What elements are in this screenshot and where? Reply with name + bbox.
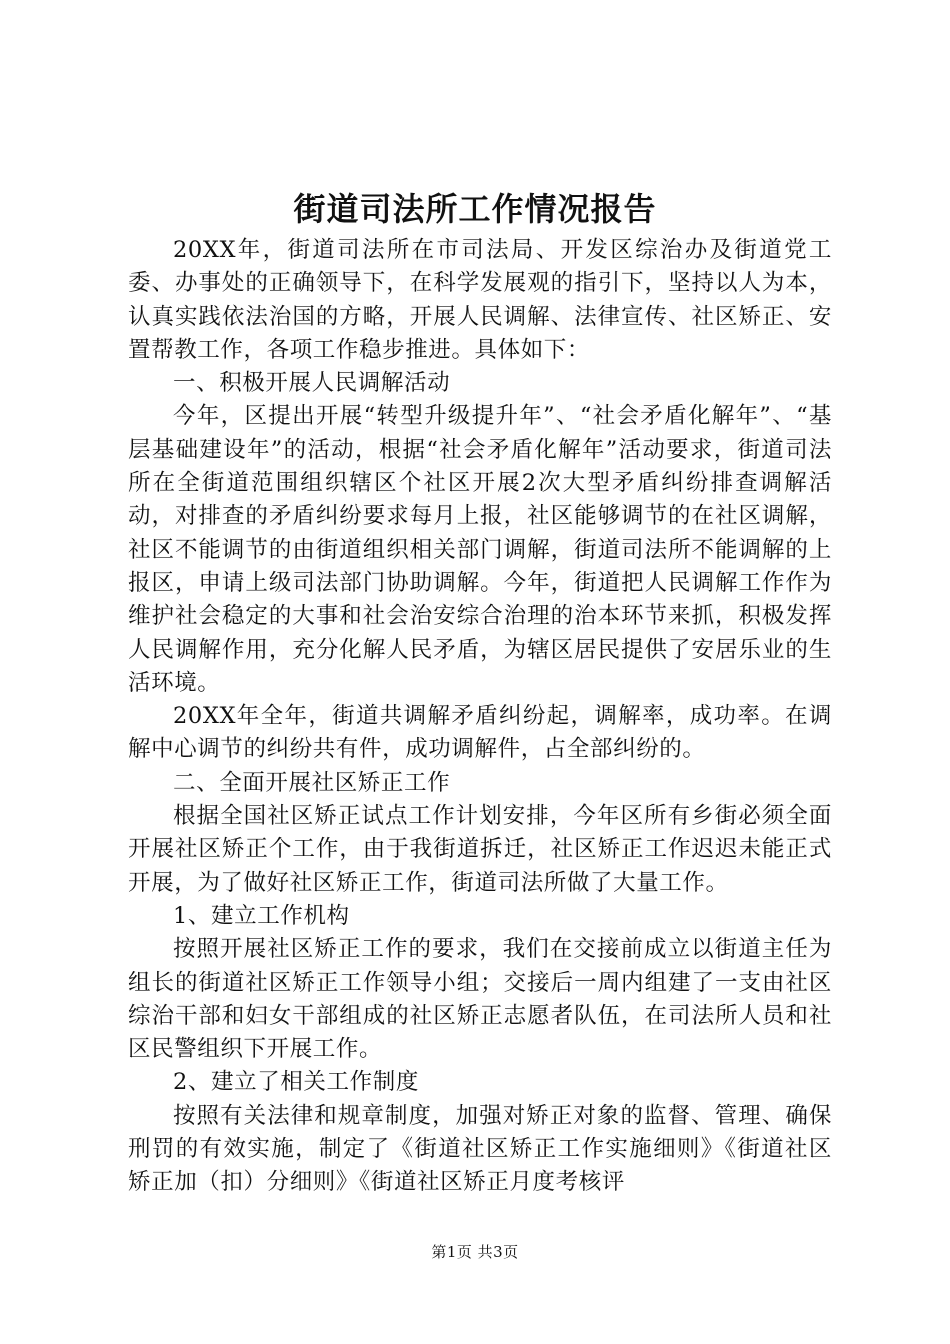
- paragraph-intro: 20XX年，街道司法所在市司法局、开发区综治办及街道党工委、办事处的正确领导下，在科学发展观的指引下，坚持以人为本，认真实践依法治国的方略，开展人民调解、法律宣传、社区矫正、安置帮教工作，各项工作稳步推进。具体如下：: [128, 237, 832, 363]
- page-footer: 第1页 共3页: [431, 1243, 519, 1261]
- paragraph-mediation: 今年，区提出开展“转型升级提升年”、“社会矛盾化解年”、“基层基础建设年”的活动，根据“社会矛盾化解年”活动要求，街道司法所在全街道范围组织辖区个社区开展2次大型矛盾纠纷排查调解活动，对排查的矛盾纠纷要求每月上报，社区能够调节的在社区调解，社区不能调节的由街道组织相关部门调解，街道司法所不能调解的上报区，申请上级司法部门协助调解。今年，街道把人民调解工作作为维护社会稳定的大事和社会治安综合治理的治本环节来抓，积极发挥人民调解作用，充分化解人民矛盾，为辖区居民提供了安居乐业的生活环境。: [128, 403, 832, 696]
- document-body: [128, 234, 832, 1200]
- paragraph-system: 按照有关法律和规章制度，加强对矫正对象的监督、管理、确保刑罚的有效实施，制定了《街道社区矫正工作实施细则》《街道社区矫正加（扣）分细则》《街道社区矫正月度考核评: [128, 1102, 832, 1196]
- subheading-system: 2、建立了相关工作制度: [173, 1069, 419, 1096]
- paragraph-mediation-stats: 20XX年全年，街道共调解矛盾纠纷起，调解率，成功率。在调解中心调节的纠纷共有件，成功调解件，占全部纠纷的。: [128, 703, 832, 763]
- section-heading-correction: 二、全面开展社区矫正工作: [173, 769, 451, 796]
- section-heading-mediation: 一、积极开展人民调解活动: [173, 370, 451, 397]
- document-title: 街道司法所工作情况报告: [293, 190, 657, 228]
- subheading-organization: 1、建立工作机构: [173, 902, 350, 929]
- paragraph-correction: 根据全国社区矫正试点工作计划安排，今年区所有乡街必须全面开展社区矫正个工作，由于我街道拆迁，社区矫正工作迟迟未能正式开展，为了做好社区矫正工作，街道司法所做了大量工作。: [128, 803, 832, 896]
- paragraph-organization: 按照开展社区矫正工作的要求，我们在交接前成立以街道主任为组长的街道社区矫正工作领导小组；交接后一周内组建了一支由社区综治干部和妇女干部组成的社区矫正志愿者队伍，在司法所人员和社区民警组织下开展工作。: [128, 936, 832, 1063]
